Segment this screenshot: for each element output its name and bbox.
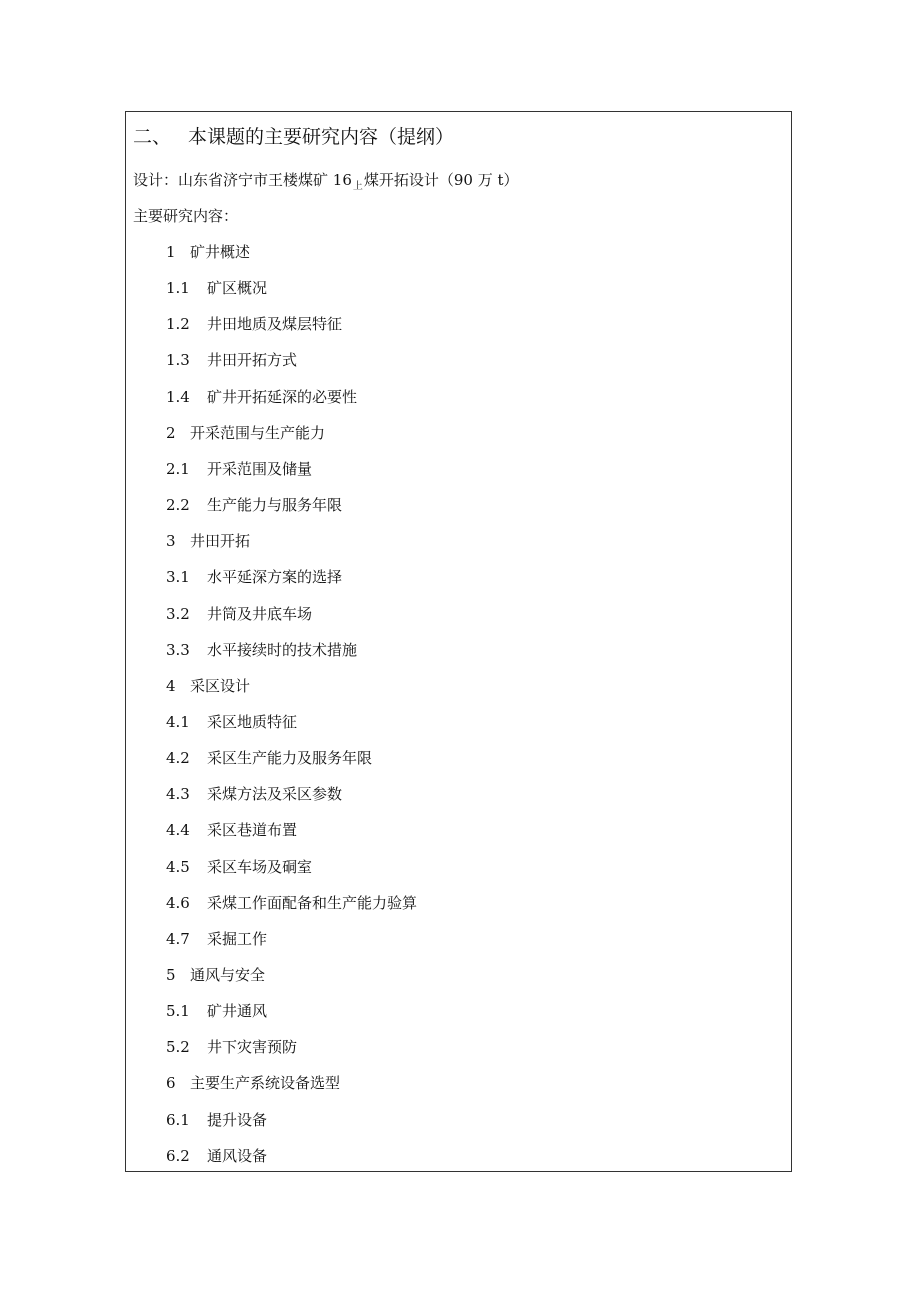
section-title: 本课题的主要研究内容（提纲） bbox=[188, 126, 455, 148]
outline-item bbox=[166, 1001, 267, 1021]
design-text-after: 煤开拓设计（90 万 t） bbox=[363, 171, 519, 189]
outline-item-number: 4.1 bbox=[166, 712, 190, 731]
outline-item bbox=[166, 604, 312, 624]
outline-item-text: 井田地质及煤层特征 bbox=[207, 315, 343, 334]
outline-item-text: 通风设备 bbox=[207, 1146, 268, 1165]
intro-line: 主要研究内容： bbox=[133, 207, 239, 225]
outline-item-number: 2.2 bbox=[166, 496, 190, 515]
outline-item-text: 通风与安全 bbox=[190, 966, 266, 984]
outline-item-text: 水平接续时的技术措施 bbox=[207, 640, 358, 659]
outline-item-number: 5.2 bbox=[166, 1038, 190, 1057]
outline-item bbox=[166, 820, 297, 840]
outline-item-text: 主要生产系统设备选型 bbox=[190, 1074, 341, 1093]
outline-item-text: 采掘工作 bbox=[207, 929, 268, 948]
outline-item-number: 2.1 bbox=[166, 459, 190, 478]
outline-item-number: 1 bbox=[166, 243, 176, 261]
outline-item bbox=[166, 350, 297, 370]
outline-item bbox=[166, 1037, 297, 1057]
outline-item bbox=[166, 387, 357, 407]
outline-item-number: 2 bbox=[166, 423, 176, 442]
outline-item bbox=[166, 278, 267, 298]
outline-item-number: 1.3 bbox=[166, 351, 190, 370]
outline-item bbox=[166, 893, 417, 913]
outline-item bbox=[166, 857, 312, 877]
outline-item-number: 3.1 bbox=[166, 568, 190, 587]
outline-item bbox=[166, 929, 267, 949]
outline-item-text: 井田开拓 bbox=[190, 532, 251, 551]
outline-item-text: 采煤工作面配备和生产能力验算 bbox=[207, 893, 418, 912]
outline-item-text: 采煤方法及采区参数 bbox=[207, 785, 343, 804]
outline-item bbox=[166, 423, 325, 443]
outline-item-text: 矿区概况 bbox=[207, 279, 268, 298]
outline-item-text: 采区生产能力及服务年限 bbox=[207, 749, 373, 768]
outline-item-number: 6 bbox=[166, 1074, 176, 1093]
outline-item bbox=[166, 965, 265, 985]
outline-item-text: 开采范围与生产能力 bbox=[190, 423, 326, 442]
outline-item-number: 4.6 bbox=[166, 893, 190, 912]
design-line bbox=[133, 170, 519, 193]
outline-item bbox=[166, 459, 312, 479]
outline-item-number: 4 bbox=[166, 676, 176, 695]
outline-item bbox=[166, 1146, 267, 1166]
design-label: 设计： bbox=[133, 171, 179, 189]
outline-item-number: 5 bbox=[166, 966, 176, 984]
outline-item bbox=[166, 242, 250, 262]
outline-item-number: 4.7 bbox=[166, 929, 190, 948]
section-number: 二、 bbox=[133, 126, 172, 148]
outline-item-text: 采区设计 bbox=[190, 676, 251, 695]
outline-item-text: 采区巷道布置 bbox=[207, 821, 298, 840]
outline-item-text: 开采范围及储量 bbox=[207, 459, 313, 478]
outline-item-text: 矿井开拓延深的必要性 bbox=[207, 387, 358, 406]
outline-item bbox=[166, 531, 250, 551]
outline-item-text: 采区车场及硐室 bbox=[207, 857, 313, 876]
outline-item-number: 1.1 bbox=[166, 279, 190, 298]
outline-item-text: 矿井概述 bbox=[190, 243, 251, 261]
outline-item-number: 3 bbox=[166, 532, 176, 551]
outline-item-number: 6.1 bbox=[166, 1110, 190, 1129]
outline-item-number: 4.4 bbox=[166, 821, 190, 840]
outline-item bbox=[166, 712, 297, 732]
outline-item-text: 采区地质特征 bbox=[207, 712, 298, 731]
design-subscript: 上 bbox=[352, 181, 363, 192]
outline-item-number: 3.2 bbox=[166, 604, 190, 623]
outline-item-text: 提升设备 bbox=[207, 1110, 268, 1129]
section-heading bbox=[133, 122, 454, 149]
outline-item-number: 1.2 bbox=[166, 315, 190, 334]
outline-item bbox=[166, 1110, 267, 1130]
outline-item bbox=[166, 495, 342, 515]
outline-item bbox=[166, 640, 357, 660]
outline-item-text: 水平延深方案的选择 bbox=[207, 568, 343, 587]
outline-item-text: 井筒及井底车场 bbox=[207, 604, 313, 623]
outline-item-number: 4.5 bbox=[166, 857, 190, 876]
outline-item-number: 6.2 bbox=[166, 1146, 190, 1165]
outline-item bbox=[166, 314, 342, 334]
outline-item-text: 矿井通风 bbox=[207, 1002, 268, 1021]
outline-item-number: 4.2 bbox=[166, 749, 190, 768]
outline-item bbox=[166, 748, 372, 768]
design-text-before: 山东省济宁市王楼煤矿 16 bbox=[178, 171, 352, 189]
outline-item-number: 1.4 bbox=[166, 387, 190, 406]
outline-item-text: 井田开拓方式 bbox=[207, 351, 298, 370]
outline-item bbox=[166, 1073, 340, 1093]
outline-item-text: 生产能力与服务年限 bbox=[207, 496, 343, 515]
outline-item bbox=[166, 784, 342, 804]
outline-item bbox=[166, 567, 342, 587]
outline-item-text: 井下灾害预防 bbox=[207, 1038, 298, 1057]
outline-item bbox=[166, 676, 250, 696]
outline-item-number: 5.1 bbox=[166, 1002, 190, 1021]
outline-item-number: 4.3 bbox=[166, 785, 190, 804]
outline-item-number: 3.3 bbox=[166, 640, 190, 659]
